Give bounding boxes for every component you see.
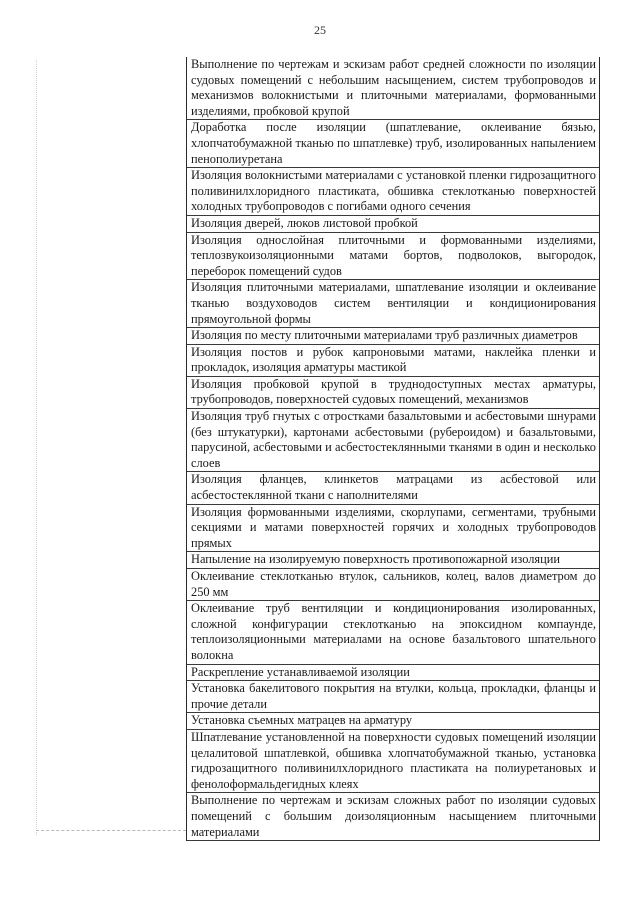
table-row: Изоляция фланцев, клинкетов матрацами из асбестовой или асбестостеклянной ткани с наполнителями <box>187 472 599 504</box>
table-row: Установка бакелитового покрытия на втулки, кольца, прокладки, фланцы и прочие детали <box>187 681 599 713</box>
table-row: Раскрепление устанавливаемой изоляции <box>187 665 599 682</box>
table-row: Оклеивание стеклотканью втулок, сальников, колец, валов диаметром до 250 мм <box>187 569 599 601</box>
table-row: Оклеивание труб вентиляции и кондиционирования изолированных, сложной конфигурации стеклотканью на эпоксидном компаунде, теплоизоляционными материалами на основе базальтового шпательного волокна <box>187 601 599 664</box>
margin-line-horizontal <box>36 830 186 831</box>
work-list-table <box>186 57 600 841</box>
table-row: Изоляция по месту плиточными материалами труб различных диаметров <box>187 328 599 345</box>
table-row: Шпатлевание установленной на поверхности судовых помещений изоляции целалитовой шпатлевкой, обшивка хлопчатобумажной тканью, установка гидрозащитного поливинилхлоридного пластиката на полиуретановых и фенолоформальдегидных клеях <box>187 730 599 793</box>
table-row: Напыление на изолируемую поверхность противопожарной изоляции <box>187 552 599 569</box>
table-row: Изоляция постов и рубок капроновыми матами, наклейка пленки и прокладок, изоляция арматуры мастикой <box>187 345 599 377</box>
table-row: Установка съемных матрацев на арматуру <box>187 713 599 730</box>
table-row: Изоляция дверей, люков листовой пробкой <box>187 216 599 233</box>
table-row: Изоляция плиточными материалами, шпатлевание изоляции и оклеивание тканью воздуховодов систем вентиляции и кондиционирования прямоугольной формы <box>187 280 599 328</box>
table-row: Выполнение по чертежам и эскизам работ средней сложности по изоляции судовых помещений с небольшим насыщением, систем трубопроводов и механизмов волокнистыми и плиточными материалами, формованными изделиями, пробковой крупой <box>187 57 599 120</box>
table-row: Изоляция пробковой крупой в труднодоступных местах арматуры, трубопроводов, поверхностей судовых помещений, механизмов <box>187 377 599 409</box>
table-row: Выполнение по чертежам и эскизам сложных работ по изоляции судовых помещений с большим доизоляционным насыщением плиточными материалами <box>187 793 599 841</box>
table-row: Изоляция однослойная плиточными и формованными изделиями, теплозвукоизоляционными матами бортов, подволоков, выгородок, переборок помещений судов <box>187 233 599 281</box>
table-row: Изоляция труб гнутых с отростками базальтовыми и асбестовыми шнурами (без штукатурки), картонами асбестовыми (рубероидом) и базальтовыми, парусиной, асбестовыми и асбестостеклянными тканями в один и несколько слоев <box>187 409 599 472</box>
table-row: Изоляция волокнистыми материалами с установкой пленки гидрозащитного поливинилхлоридного пластиката, обшивка стеклотканью поверхностей холодных трубопроводов с погибами одного сечения <box>187 168 599 216</box>
table-row: Изоляция формованными изделиями, скорлупами, сегментами, трубными секциями и матами поверхностей горячих и холодных трубопроводов прямых <box>187 505 599 553</box>
table-row: Доработка после изоляции (шпатлевание, оклеивание бязью, хлопчатобумажной тканью по шпатлевке) труб, изолированных напылением пенополиуретана <box>187 120 599 168</box>
margin-line-vertical <box>36 60 37 835</box>
page-number: 25 <box>314 23 326 37</box>
